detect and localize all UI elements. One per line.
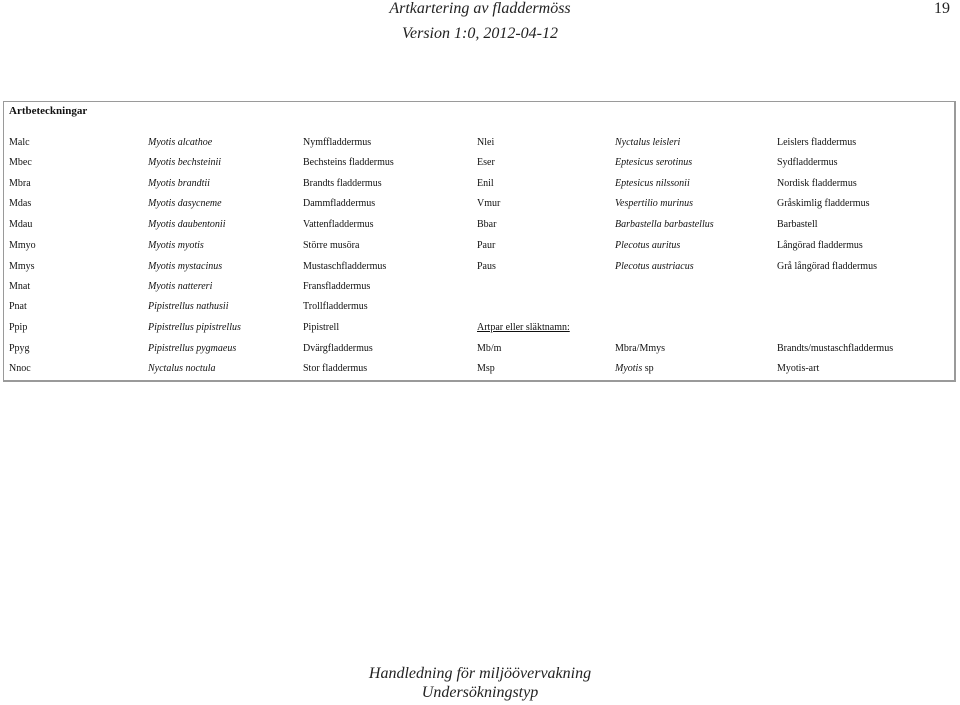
table-row [4,240,954,260]
latin-name: Pipistrellus pipistrellus [148,322,241,333]
swedish-name: Trollfladdermus [303,301,368,312]
swedish-name-2: Grå långörad fladdermus [777,261,877,272]
species-code: Ppyg [9,343,30,354]
table-row [4,363,954,383]
page-header [0,0,960,50]
species-code: Mbec [9,157,32,168]
latin-name: Myotis nattereri [148,281,213,292]
table-row [4,219,954,239]
swedish-name-2: Sydfladdermus [777,157,838,168]
table-row [4,261,954,281]
swedish-name: Bechsteins fladdermus [303,157,394,168]
species-code-2: Msp [477,363,495,374]
swedish-name-2: Gråskimlig fladdermus [777,198,870,209]
latin-name-2 [615,363,654,374]
table-row [4,178,954,198]
species-code-2: Vmur [477,198,501,209]
table-row [4,322,954,342]
latin-name: Myotis brandtii [148,178,210,189]
latin-name-2: Barbastella barbastellus [615,219,714,230]
swedish-name: Vattenfladdermus [303,219,374,230]
species-code: Mmyo [9,240,36,251]
species-code: Ppip [9,322,28,333]
species-code-2: Paus [477,261,496,272]
swedish-name: Mustaschfladdermus [303,261,387,272]
table-row [4,281,954,301]
latin-name: Myotis alcathoe [148,137,213,148]
latin-name-2: Nyctalus leisleri [615,137,681,148]
table-row [4,137,954,157]
species-code-2: Bbar [477,219,497,230]
table-row [4,198,954,218]
latin-name: Pipistrellus nathusii [148,301,229,312]
swedish-name: Större musöra [303,240,360,251]
latin-name-2: Vespertilio murinus [615,198,694,209]
latin-name-2: Mbra/Mmys [615,343,665,354]
species-code-2: Enil [477,178,494,189]
species-code: Malc [9,137,30,148]
species-code-2: Eser [477,157,495,168]
table-row [4,301,954,321]
document-title: Artkartering av fladdermöss [389,0,571,17]
footer-line-1: Handledning för miljöövervakning [368,665,592,682]
genus-name: Myotis [615,363,643,374]
latin-name: Pipistrellus pygmaeus [148,343,237,354]
swedish-name: Nymffladdermus [303,137,372,148]
swedish-name: Dvärgfladdermus [303,343,373,354]
species-code: Nnoc [9,363,31,374]
species-code: Mdas [9,198,32,209]
latin-name-2: Eptesicus nilssonii [615,178,690,189]
latin-name: Myotis myotis [148,240,204,251]
species-code: Mdau [9,219,33,230]
swedish-name-2: Myotis-art [777,363,820,374]
swedish-name: Dammfladdermus [303,198,376,209]
swedish-name-2: Leislers fladdermus [777,137,857,148]
latin-name: Myotis daubentonii [148,219,226,230]
latin-name-2: Eptesicus serotinus [615,157,693,168]
latin-name-2: Plecotus austriacus [615,261,694,272]
latin-name-2: Plecotus auritus [615,240,681,251]
species-code-2: Paur [477,240,496,251]
latin-name: Nyctalus noctula [148,363,216,374]
species-code-2: Nlei [477,137,495,148]
table-row [4,343,954,363]
species-code-table [3,101,956,382]
species-code: Mmys [9,261,35,272]
latin-name: Myotis dasycneme [148,198,222,209]
species-code: Pnat [9,301,27,312]
species-pair-heading: Artpar eller släktnamn: [477,322,570,333]
swedish-name-2: Brandts/mustaschfladdermus [777,343,894,354]
swedish-name: Fransfladdermus [303,281,371,292]
swedish-name-2: Nordisk fladdermus [777,178,857,189]
swedish-name: Pipistrell [303,322,340,333]
swedish-name: Brandts fladdermus [303,178,382,189]
swedish-name-2: Barbastell [777,219,818,230]
footer-line-2: Undersökningstyp [421,684,539,701]
table-row [4,157,954,177]
document-version: Version 1:0, 2012-04-12 [402,25,558,42]
species-suffix: sp [642,363,654,374]
latin-name: Myotis bechsteinii [148,157,222,168]
swedish-name-2: Långörad fladdermus [777,240,863,251]
page-number: 19 [934,0,950,17]
species-code: Mnat [9,281,31,292]
species-code: Mbra [9,178,31,189]
latin-name: Myotis mystacinus [148,261,223,272]
species-code-2: Mb/m [477,343,502,354]
swedish-name: Stor fladdermus [303,363,368,374]
section-heading: Artbeteckningar [9,105,88,117]
